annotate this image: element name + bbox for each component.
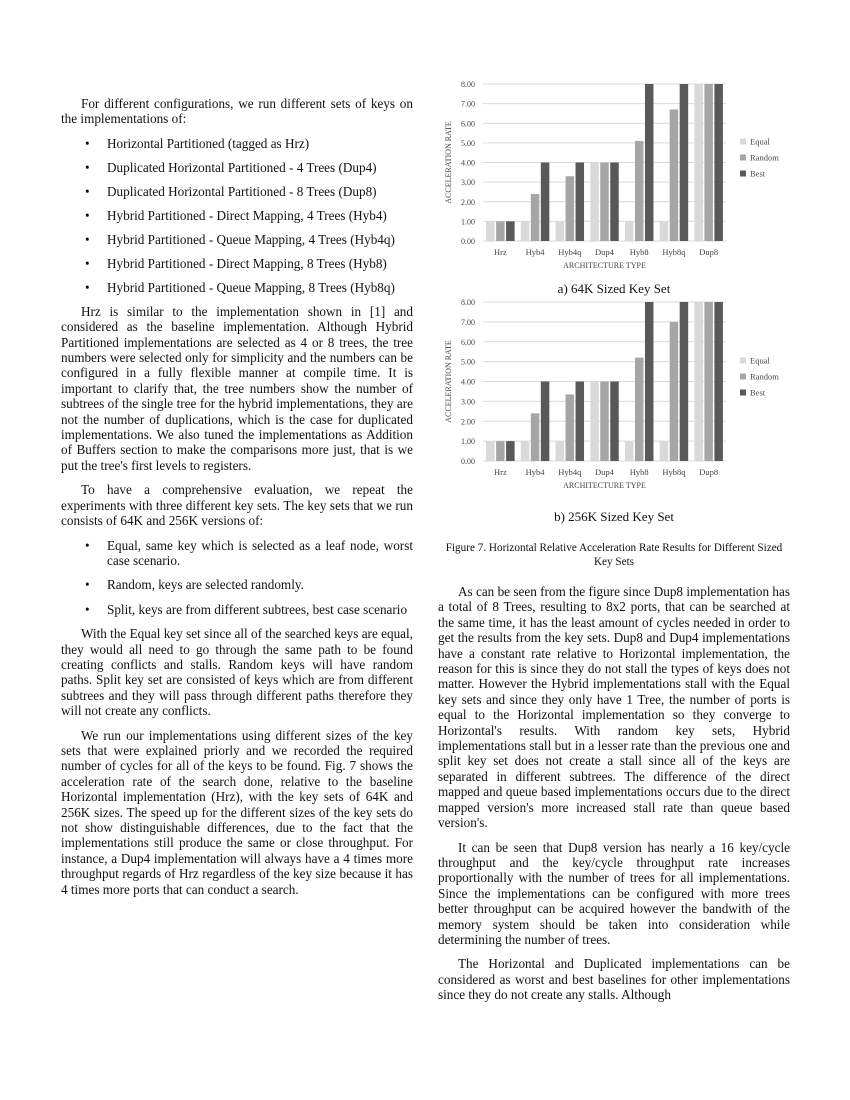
baselines-paragraph: The Horizontal and Duplicated implementations can be considered as worst and best baselines for other implementations since they do not create any stalls. Although xyxy=(438,956,790,1003)
bar-equal-hyb4 xyxy=(521,221,530,241)
dup8-paragraph: As can be seen from the figure since Dup8 implementation has a total of 8 Trees, resulting to 8x2 ports, that can be searched at the same time, it has the least amount of cycles needed in order to get the results from the key sets. Dup8 and Dup4 implementations have a constant rate relative to Horizontal implementation, the reason for this is since they do not stall the types of keys does not matter. However the Hybrid implementations stall with the Equal key sets and since they only have 1 Tree, the number of ports is equal to the Horizontal implementation so they converge to Horizontal's results. With random key sets, Hybrid implementations stall but in a lesser rate than the previous one and split key set does not create a stall since all of the keys are separated in different subtrees. The difference of the direct mapped and queue based implementations occurs due to the direct mapped version's more increased stall rate than queue based version's. xyxy=(438,584,790,831)
bar-best-hrz xyxy=(506,221,514,241)
bar-equal-dup8 xyxy=(694,302,703,461)
y-tick-label: 7.00 xyxy=(461,99,475,109)
bar-equal-hyb8q xyxy=(660,221,669,241)
y-tick-label: 5.00 xyxy=(461,138,475,148)
intro-paragraph: For different configurations, we run different sets of keys on the implementations of: xyxy=(61,96,413,127)
bar-equal-dup4 xyxy=(590,163,599,242)
bar-best-dup8 xyxy=(714,84,723,241)
bar-random-hyb8 xyxy=(635,141,644,241)
equal-keyset-paragraph: With the Equal key set since all of the searched keys are equal, they would all need to go through the same path to be found creating conflicts and stalls. Random keys will have random paths. Split key set are consisted of keys which are from different subtrees and they will pass through different paths therefore they will not create any conflicts. xyxy=(61,626,413,719)
x-tick-label: Hyb8 xyxy=(629,247,649,257)
x-tick-label: Dup8 xyxy=(699,247,719,257)
x-axis-title: ARCHITECTURE TYPE xyxy=(563,261,646,270)
y-tick-label: 6.00 xyxy=(461,119,475,129)
legend-swatch-random xyxy=(740,155,746,161)
bar-random-dup8 xyxy=(704,302,713,461)
y-tick-label: 1.00 xyxy=(461,437,475,447)
bar-equal-hyb8 xyxy=(625,221,634,241)
x-tick-label: Dup4 xyxy=(595,467,614,477)
bar-random-hyb8 xyxy=(635,358,644,461)
list-item: • Hybrid Partitioned - Direct Mapping, 4 Trees (Hyb4) xyxy=(61,208,413,223)
bar-best-hyb4 xyxy=(541,382,550,462)
bar-best-hyb8 xyxy=(645,84,654,241)
y-tick-label: 3.00 xyxy=(461,397,475,407)
x-tick-label: Hyb8 xyxy=(629,467,649,477)
chart-256k-svg xyxy=(440,294,790,496)
legend-label-random: Random xyxy=(750,152,779,163)
legend-swatch-best xyxy=(740,390,746,396)
evaluation-paragraph: To have a comprehensive evaluation, we repeat the experiments with three different key sets. The key sets that we run consists of 64K and 256K versions of: xyxy=(61,482,413,529)
bar-random-hyb4 xyxy=(531,194,540,241)
figure-caption: Figure 7. Horizontal Relative Acceleration Rate Results for Different Sized Key Sets xyxy=(445,542,783,568)
y-tick-label: 2.00 xyxy=(461,417,475,427)
y-tick-label: 1.00 xyxy=(461,217,475,227)
bar-equal-hyb4q xyxy=(556,441,565,461)
configuration-list xyxy=(61,136,413,295)
bar-equal-hrz xyxy=(486,221,495,241)
bar-equal-hyb4q xyxy=(556,221,565,241)
bar-best-dup4 xyxy=(610,382,619,462)
bar-best-hyb4q xyxy=(576,163,585,242)
legend-swatch-equal xyxy=(740,139,746,145)
bar-random-hyb8q xyxy=(670,110,679,241)
bar-equal-dup8 xyxy=(694,84,703,241)
right-column xyxy=(438,584,790,1012)
x-tick-label: Hrz xyxy=(493,247,507,257)
left-column xyxy=(61,96,413,906)
y-axis-title: ACCELERATION RATE xyxy=(444,121,453,204)
list-item: • Equal, same key which is selected as a leaf node, worst case scenario. xyxy=(61,538,413,569)
legend-label-best: Best xyxy=(750,387,766,398)
list-item: • Hybrid Partitioned - Queue Mapping, 4 Trees (Hyb4q) xyxy=(61,232,413,247)
bar-best-dup4 xyxy=(610,163,619,242)
list-item: • Split, keys are from different subtrees, best case scenario xyxy=(61,602,413,617)
x-tick-label: Hyb8q xyxy=(662,467,686,477)
legend-swatch-best xyxy=(740,171,746,177)
chart-256k xyxy=(440,294,790,496)
x-tick-label: Dup4 xyxy=(595,247,614,257)
y-tick-label: 0.00 xyxy=(461,457,475,466)
y-tick-label: 8.00 xyxy=(461,298,475,307)
bar-equal-hrz xyxy=(486,441,495,461)
bar-equal-dup4 xyxy=(590,382,599,462)
list-item: • Hybrid Partitioned - Queue Mapping, 8 Trees (Hyb8q) xyxy=(61,280,413,295)
bar-best-hyb8 xyxy=(645,302,654,461)
x-tick-label: Hyb8q xyxy=(662,247,686,257)
caption-64k: a) 64K Sized Key Set xyxy=(557,281,671,296)
bar-best-hrz xyxy=(506,441,514,461)
list-item: • Random, keys are selected randomly. xyxy=(61,577,413,592)
list-item: • Duplicated Horizontal Partitioned - 8 Trees (Dup8) xyxy=(61,184,413,199)
bar-random-dup4 xyxy=(600,382,609,462)
key-sizes-paragraph: We run our implementations using different sizes of the key sets that were explained priorly and we recorded the required number of cycles for all of the keys to be found. Fig. 7 shows the acceleration rate of the search done, relative to the baseline Horizontal implementation (Hrz), with the key sets of 64K and 256K sizes. The speed up for the different sizes of the key sets do not show distinguishable differences, due to the fact that the implementations still produce the same or close throughput. For instance, a Dup4 implementation will always have a 4 times more throughput regards of Hrz regardless of the key size because it has 4 times more ports that can conduct a search. xyxy=(61,727,413,897)
y-tick-label: 5.00 xyxy=(461,357,475,367)
y-tick-label: 8.00 xyxy=(461,80,475,89)
bar-random-dup8 xyxy=(704,84,713,241)
y-tick-label: 3.00 xyxy=(461,178,475,188)
list-item: • Hybrid Partitioned - Direct Mapping, 8 Trees (Hyb8) xyxy=(61,256,413,271)
chart-64k-svg xyxy=(440,76,790,276)
x-tick-label: Hyb4q xyxy=(558,247,582,257)
throughput-paragraph: It can be seen that Dup8 version has nearly a 16 key/cycle throughput and the key/cycle throughput rate increases proportionally with the number of trees for all implementations. Since the implementations can be configured with more trees better throughput can be acquired however the bandwith of the memory system should be taken into consideration while determining the number of trees. xyxy=(438,839,790,947)
bar-random-hyb4 xyxy=(531,413,540,461)
legend-swatch-equal xyxy=(740,358,746,364)
list-item: • Duplicated Horizontal Partitioned - 4 Trees (Dup4) xyxy=(61,160,413,175)
x-tick-label: Hyb4 xyxy=(525,247,545,257)
bar-equal-hyb4 xyxy=(521,441,530,461)
bar-random-hrz xyxy=(496,441,505,461)
y-tick-label: 4.00 xyxy=(461,377,475,387)
y-tick-label: 4.00 xyxy=(461,158,475,168)
bar-best-hyb8q xyxy=(680,84,689,241)
y-tick-label: 2.00 xyxy=(461,197,475,207)
bar-equal-hyb8 xyxy=(625,441,634,461)
bar-random-hrz xyxy=(496,221,505,241)
keyset-list xyxy=(61,538,413,618)
x-tick-label: Hrz xyxy=(493,467,507,477)
x-axis-title: ARCHITECTURE TYPE xyxy=(563,481,646,490)
legend-swatch-random xyxy=(740,374,746,380)
bar-best-hyb4q xyxy=(576,382,585,462)
x-tick-label: Dup8 xyxy=(699,467,719,477)
bar-random-hyb4q xyxy=(566,176,575,241)
y-axis-title: ACCELERATION RATE xyxy=(444,340,453,423)
list-item: • Horizontal Partitioned (tagged as Hrz) xyxy=(61,136,413,151)
legend-label-random: Random xyxy=(750,371,779,382)
bar-random-dup4 xyxy=(600,163,609,242)
bar-best-hyb8q xyxy=(680,302,689,461)
bar-best-hyb4 xyxy=(541,163,550,242)
y-tick-label: 0.00 xyxy=(461,237,475,246)
bar-random-hyb8q xyxy=(670,322,679,461)
legend-label-equal: Equal xyxy=(750,136,770,147)
chart-64k xyxy=(440,76,790,276)
caption-256k: b) 256K Sized Key Set xyxy=(554,509,674,524)
bar-best-dup8 xyxy=(714,302,723,461)
bar-equal-hyb8q xyxy=(660,441,669,461)
hrz-paragraph: Hrz is similar to the implementation shown in [1] and considered as the baseline implementation. Although Hybrid Partitioned implementations are selected as 4 or 8 trees, the tree numbers were selected only for simplicity and the numbers can be configured in a fully flexible manner at compile time. It is important to clarify that, the tree numbers show the number of subtrees of the single tree for the hybrid implementations, they are not the number of duplications, which is the case for duplicated implementations. We also tuned the implementations as Addition of Buffers section to make the comparisons more just, that is we put the tree's first levels to registers. xyxy=(61,303,413,473)
y-tick-label: 6.00 xyxy=(461,337,475,347)
x-tick-label: Hyb4q xyxy=(558,467,582,477)
y-tick-label: 7.00 xyxy=(461,317,475,327)
legend-label-best: Best xyxy=(750,168,766,179)
x-tick-label: Hyb4 xyxy=(525,467,545,477)
legend-label-equal: Equal xyxy=(750,355,770,366)
bar-random-hyb4q xyxy=(566,394,575,461)
